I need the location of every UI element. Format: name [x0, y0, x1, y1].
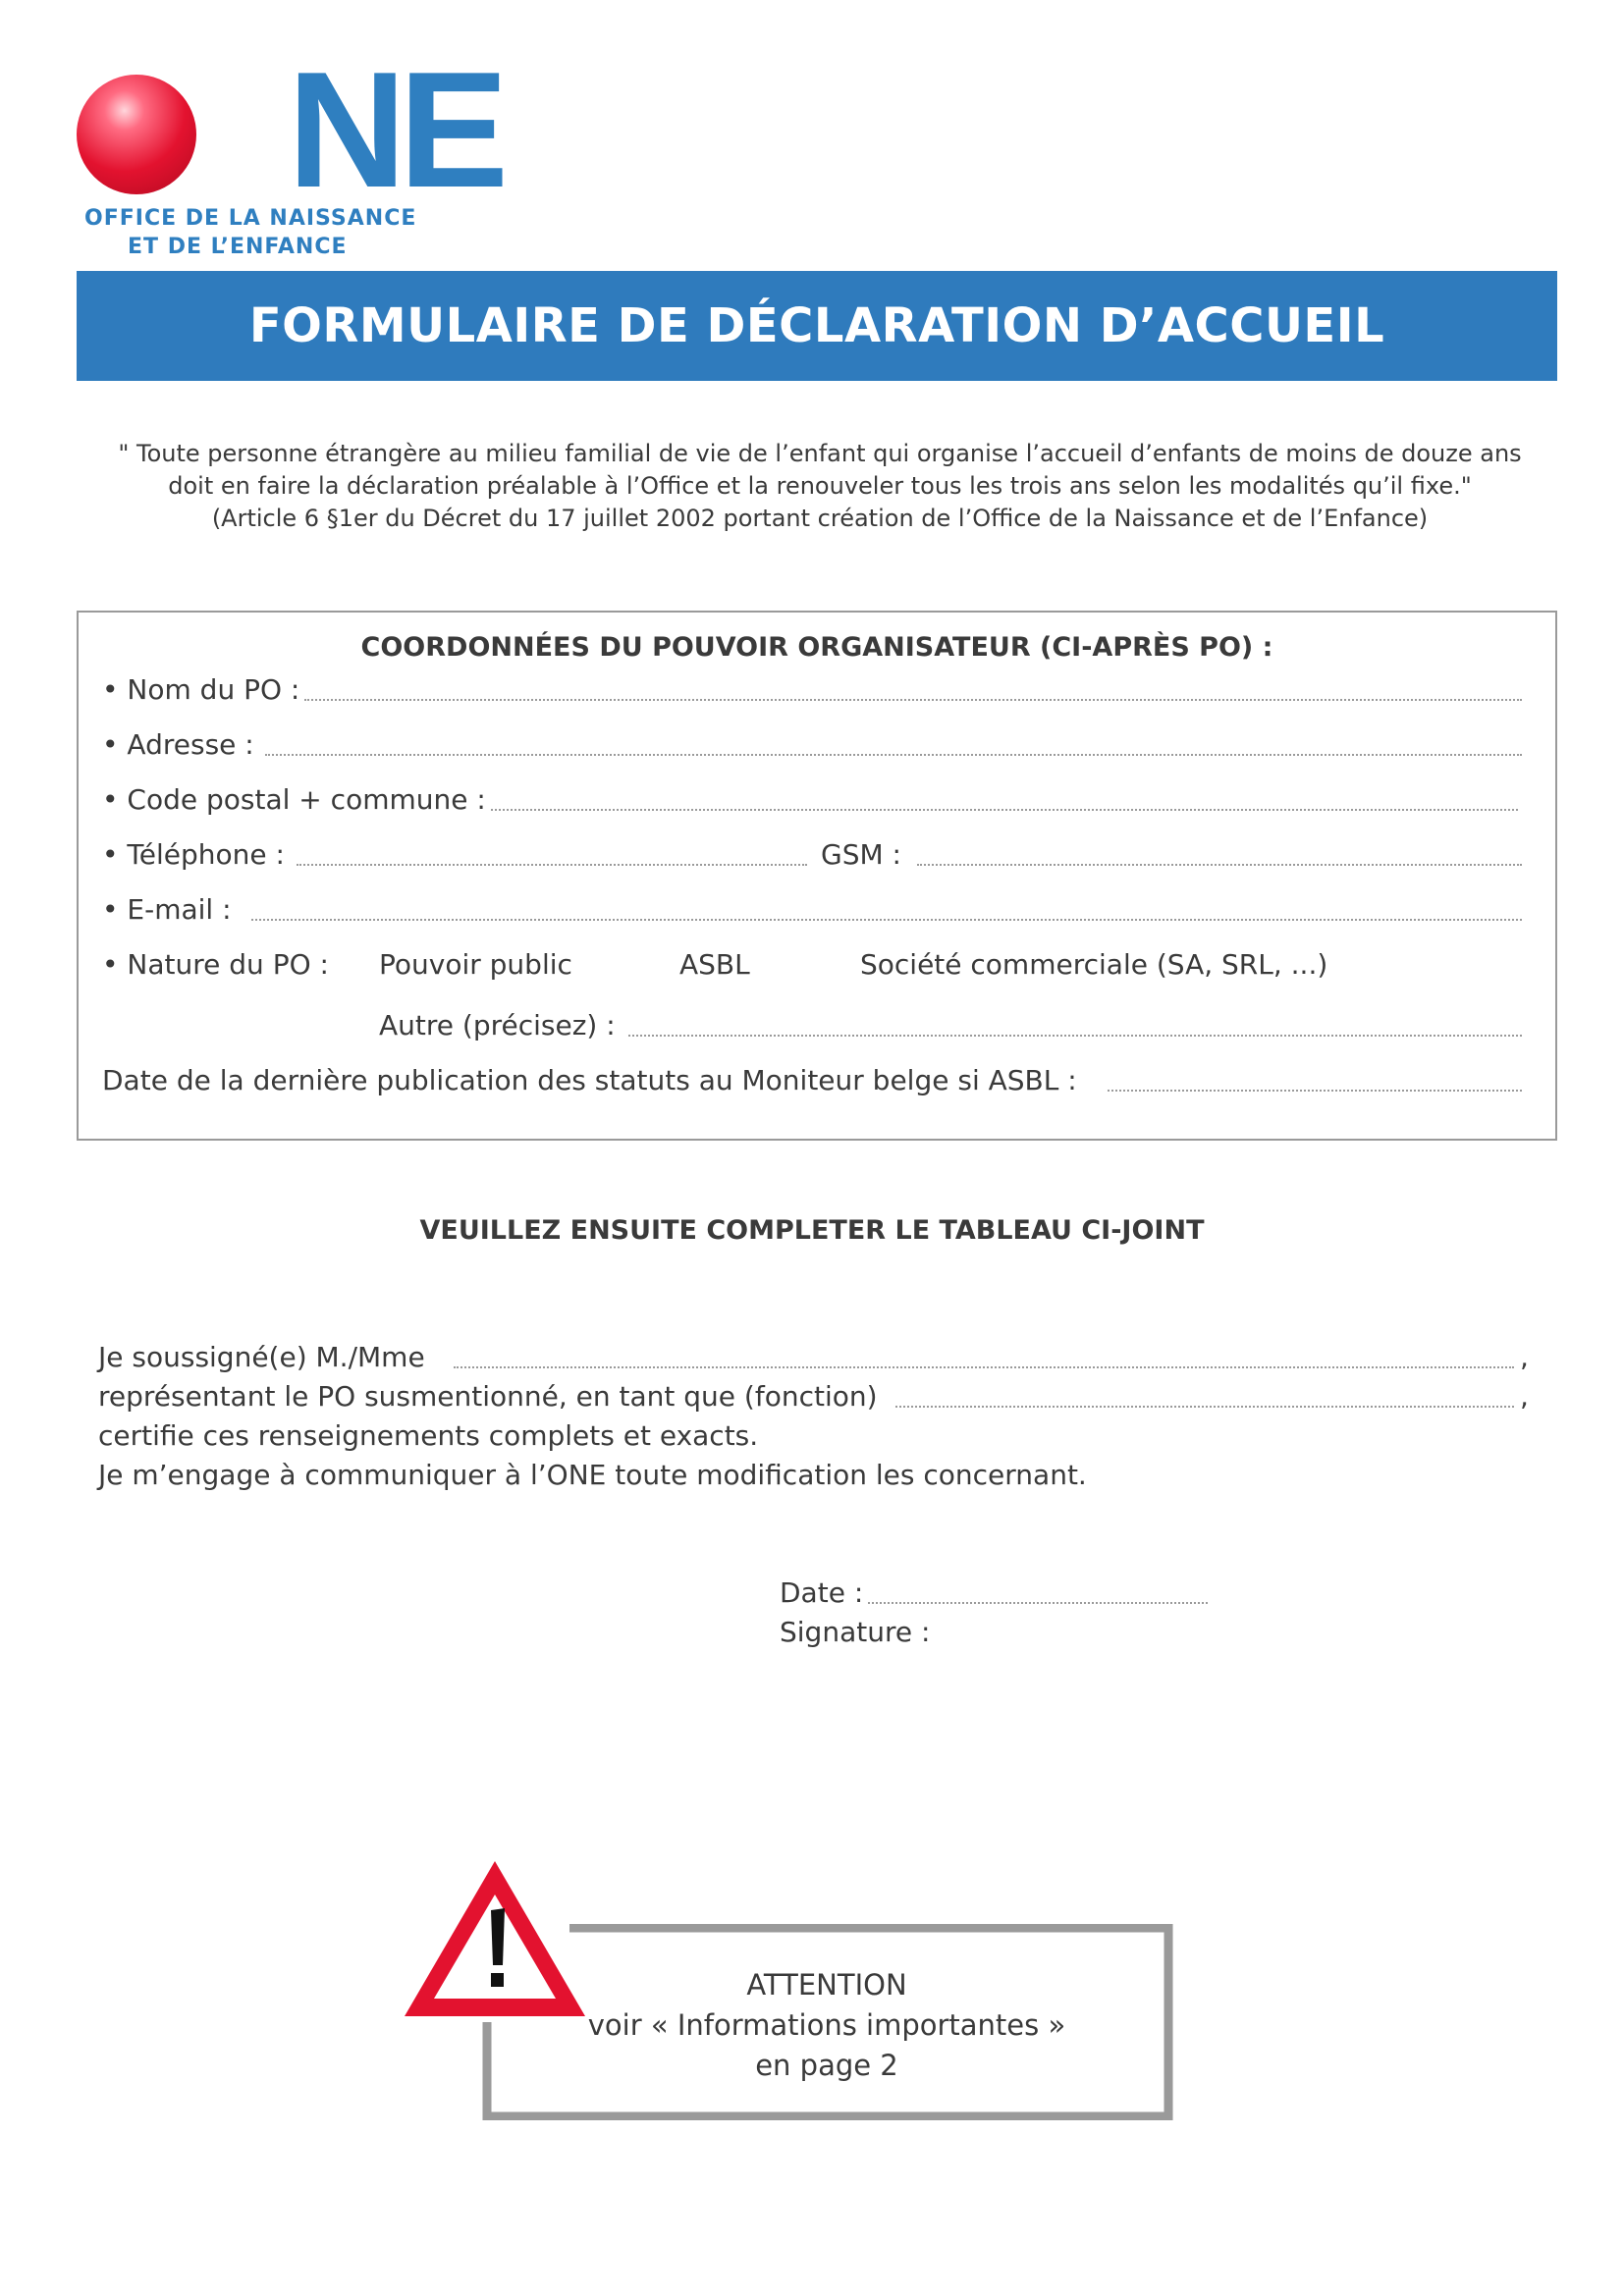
nom-label: • Nom du PO :: [102, 673, 300, 706]
telephone-label: • Téléphone :: [102, 838, 285, 871]
telephone-field[interactable]: [297, 864, 807, 866]
date-field[interactable]: [868, 1602, 1208, 1604]
email-field[interactable]: [251, 919, 1522, 921]
gsm-label: GSM :: [821, 838, 901, 871]
adresse-label: • Adresse :: [102, 728, 254, 761]
title-banner: [77, 271, 1557, 381]
declaration-line-2: représentant le PO susmentionné, en tant que (fonction): [98, 1380, 878, 1413]
gsm-field[interactable]: [917, 864, 1522, 866]
nom-field[interactable]: [304, 699, 1522, 701]
warning-triangle-icon: [399, 1855, 591, 2024]
quote-line-2: doit en faire la déclaration préalable à l’Office et la renouveler tous les trois ans selon les modalités qu’il fixe.": [168, 472, 1472, 500]
code-postal-field[interactable]: [491, 809, 1518, 811]
date-label: Date :: [780, 1576, 864, 1609]
logo-letters-ne: NE: [287, 37, 502, 222]
option-asbl[interactable]: ASBL: [679, 948, 750, 981]
email-label: • E-mail :: [102, 893, 232, 926]
po-section-heading: COORDONNÉES DU POUVOIR ORGANISATEUR (CI-APRÈS PO) :: [360, 632, 1273, 663]
date-publication-label: Date de la dernière publication des statuts au Moniteur belge si ASBL :: [102, 1064, 1077, 1096]
name-signatory-field[interactable]: [454, 1366, 1514, 1368]
declaration-line-1: Je soussigné(e) M./Mme: [98, 1341, 425, 1373]
date-publication-field[interactable]: [1108, 1090, 1522, 1092]
attention-line-1: voir « Informations importantes »: [587, 2008, 1066, 2042]
decree-quote: [98, 438, 1542, 535]
nature-label: • Nature du PO :: [102, 948, 329, 981]
comma-2: ,: [1520, 1380, 1529, 1413]
option-societe-commerciale[interactable]: Société commerciale (SA, SRL, ...): [860, 948, 1328, 981]
autre-field[interactable]: [628, 1035, 1522, 1037]
logo-line-2: ET DE L’ENFANCE: [128, 235, 348, 259]
one-logo: [77, 37, 502, 267]
po-details-box: [77, 611, 1557, 1141]
logo-letters: [167, 37, 502, 222]
page-title: FORMULAIRE DE DÉCLARATION D’ACCUEIL: [248, 298, 1385, 353]
signature-label: Signature :: [780, 1616, 931, 1648]
code-postal-label: • Code postal + commune :: [102, 783, 486, 816]
adresse-field[interactable]: [265, 754, 1522, 756]
declaration-line-3: certifie ces renseignements complets et exacts.: [98, 1419, 759, 1452]
logo-line-1: OFFICE DE LA NAISSANCE: [84, 206, 417, 231]
function-field[interactable]: [895, 1406, 1514, 1408]
attention-title: ATTENTION: [746, 1968, 907, 2002]
quote-line-1: " Toute personne étrangère au milieu familial de vie de l’enfant qui organise l’accueil d’enfants de moins de douze ans: [118, 440, 1522, 467]
declaration-line-4: Je m’engage à communiquer à l’ONE toute modification les concernant.: [98, 1459, 1087, 1491]
table-instruction-heading: VEUILLEZ ENSUITE COMPLETER LE TABLEAU CI-JOINT: [419, 1215, 1205, 1246]
option-pouvoir-public[interactable]: Pouvoir public: [379, 948, 572, 981]
quote-line-3: (Article 6 §1er du Décret du 17 juillet 2002 portant création de l’Office de la Naissance et de l’Enfance): [211, 505, 1429, 532]
attention-line-2: en page 2: [755, 2049, 898, 2082]
option-autre-label: Autre (précisez) :: [379, 1009, 616, 1041]
comma-1: ,: [1520, 1341, 1529, 1373]
